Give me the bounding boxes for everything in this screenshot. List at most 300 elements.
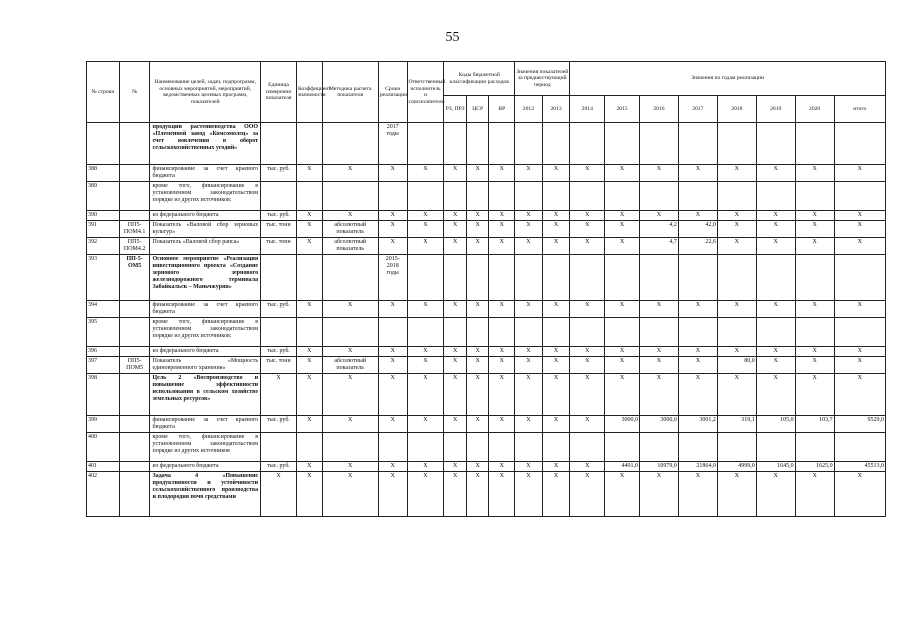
table-cell: X — [756, 301, 795, 318]
table-cell: тыс. руб. — [261, 462, 297, 472]
table-cell: 4401,0 — [605, 462, 640, 472]
table-cell: X — [444, 357, 467, 374]
table-cell: абсолютный показатель — [322, 221, 378, 238]
table-cell: 103,7 — [795, 416, 834, 433]
table-cell: X — [489, 357, 515, 374]
table-cell — [296, 255, 322, 301]
table-cell: абсолютный показатель — [322, 357, 378, 374]
table-cell — [489, 318, 515, 347]
header-responsible: Ответственный исполнитель и соисполнители — [407, 62, 444, 123]
table-cell: 2015-2018 годы — [378, 255, 407, 301]
table-cell — [444, 433, 467, 462]
table-cell: ПП5-ПОМ4.1 — [119, 221, 150, 238]
table-cell: X — [605, 211, 640, 221]
table-cell — [466, 255, 489, 301]
table-row — [87, 318, 886, 347]
table-cell: X — [678, 357, 717, 374]
table-cell — [834, 123, 885, 165]
table-cell — [407, 255, 444, 301]
table-cell — [756, 123, 795, 165]
table-cell: ПП5-ПОМ4.2 — [119, 238, 150, 255]
table-cell: X — [570, 462, 605, 472]
table-cell: X — [605, 357, 640, 374]
table-cell: тыс. руб. — [261, 347, 297, 357]
table-cell — [322, 182, 378, 211]
name-cell: из федерального бюджета — [150, 462, 261, 472]
table-cell: X — [570, 374, 605, 416]
table-cell: X — [378, 211, 407, 221]
table-cell: 10979,0 — [639, 462, 678, 472]
table-cell: X — [515, 211, 543, 221]
table-cell — [639, 318, 678, 347]
table-cell — [322, 123, 378, 165]
table-cell: X — [639, 301, 678, 318]
header-2015: 2015 — [605, 96, 640, 123]
table-cell: X — [515, 301, 543, 318]
indicators-table — [86, 61, 886, 517]
table-cell: X — [322, 374, 378, 416]
table-cell: X — [444, 374, 467, 416]
table-cell — [834, 318, 885, 347]
table-cell: X — [296, 416, 322, 433]
table-cell: X — [542, 301, 570, 318]
table-cell — [542, 255, 570, 301]
table-cell — [834, 433, 885, 462]
table-cell — [717, 255, 756, 301]
table-cell: X — [407, 238, 444, 255]
table-cell — [444, 123, 467, 165]
table-cell — [119, 433, 150, 462]
table-cell: X — [515, 221, 543, 238]
header-prev-values: Значения показателей за предшествующий период — [515, 62, 570, 96]
table-cell: X — [542, 357, 570, 374]
table-cell — [119, 374, 150, 416]
table-cell — [261, 182, 297, 211]
table-cell: X — [542, 416, 570, 433]
row-number-cell: 389 — [87, 182, 120, 211]
table-row — [87, 347, 886, 357]
table-cell: X — [717, 165, 756, 182]
header-2012: 2012 — [515, 96, 543, 123]
table-row — [87, 238, 886, 255]
row-number-cell: 401 — [87, 462, 120, 472]
table-cell — [119, 301, 150, 318]
table-cell: X — [489, 211, 515, 221]
table-cell: X — [639, 374, 678, 416]
table-cell — [407, 433, 444, 462]
table-row — [87, 211, 886, 221]
table-cell: X — [605, 374, 640, 416]
table-cell: X — [444, 165, 467, 182]
table-cell — [296, 318, 322, 347]
table-cell: X — [570, 357, 605, 374]
table-cell: X — [466, 347, 489, 357]
table-cell: X — [407, 357, 444, 374]
table-cell — [605, 182, 640, 211]
table-cell — [678, 182, 717, 211]
table-cell: X — [717, 301, 756, 318]
table-cell: X — [296, 238, 322, 255]
table-cell: X — [322, 211, 378, 221]
table-cell: X — [466, 462, 489, 472]
table-cell: X — [444, 416, 467, 433]
table-cell: X — [542, 211, 570, 221]
header-2018: 2018 — [717, 96, 756, 123]
table-cell: X — [407, 211, 444, 221]
table-cell — [119, 182, 150, 211]
table-cell — [466, 123, 489, 165]
table-cell: X — [678, 301, 717, 318]
table-cell: X — [542, 165, 570, 182]
row-number-cell: 397 — [87, 357, 120, 374]
table-cell: X — [717, 221, 756, 238]
table-cell — [639, 123, 678, 165]
table-cell — [261, 255, 297, 301]
table-cell: X — [296, 374, 322, 416]
table-cell: 3001,2 — [678, 416, 717, 433]
header-2016: 2016 — [639, 96, 678, 123]
row-number-cell: 388 — [87, 165, 120, 182]
table-cell: X — [795, 472, 834, 517]
name-cell: финансирование за счет краевого бюджета — [150, 416, 261, 433]
table-cell — [834, 255, 885, 301]
table-row — [87, 357, 886, 374]
table-cell: X — [296, 165, 322, 182]
table-cell: тыс. руб. — [261, 211, 297, 221]
table-cell: X — [570, 221, 605, 238]
table-cell — [834, 182, 885, 211]
table-cell: X — [678, 347, 717, 357]
table-cell: X — [322, 347, 378, 357]
table-cell: X — [378, 165, 407, 182]
table-cell: X — [678, 211, 717, 221]
table-cell: X — [407, 347, 444, 357]
table-cell: X — [296, 462, 322, 472]
row-number-cell: 400 — [87, 433, 120, 462]
table-cell: X — [444, 347, 467, 357]
table-cell: X — [639, 165, 678, 182]
table-cell — [378, 318, 407, 347]
table-cell: ПП5-ПОМ5 — [119, 357, 150, 374]
table-cell — [515, 433, 543, 462]
table-cell — [378, 433, 407, 462]
table-cell: X — [795, 357, 834, 374]
table-cell: X — [795, 238, 834, 255]
table-cell — [322, 318, 378, 347]
row-number-cell: 394 — [87, 301, 120, 318]
table-cell: X — [717, 347, 756, 357]
table-row — [87, 416, 886, 433]
table-cell: X — [296, 301, 322, 318]
name-cell: Показатель «Мощность единовременного хранения» — [150, 357, 261, 374]
row-number-cell: 390 — [87, 211, 120, 221]
table-cell: 45513,0 — [834, 462, 885, 472]
table-cell: X — [378, 221, 407, 238]
name-cell: финансирование за счет краевого бюджета — [150, 301, 261, 318]
table-cell: 42,0 — [678, 221, 717, 238]
table-cell — [570, 318, 605, 347]
table-cell: X — [378, 462, 407, 472]
table-cell — [119, 416, 150, 433]
row-number-cell: 395 — [87, 318, 120, 347]
table-cell: X — [407, 462, 444, 472]
table-cell: X — [570, 301, 605, 318]
table-cell — [678, 318, 717, 347]
table-cell: 105,0 — [756, 416, 795, 433]
table-cell: X — [605, 472, 640, 517]
header-2014: 2014 — [570, 96, 605, 123]
table-row — [87, 374, 886, 416]
header-vr: ВР — [489, 96, 515, 123]
table-cell — [296, 182, 322, 211]
table-cell: X — [515, 238, 543, 255]
table-cell — [795, 318, 834, 347]
table-cell: X — [570, 347, 605, 357]
table-cell: X — [756, 472, 795, 517]
table-cell: X — [515, 357, 543, 374]
table-cell: 4,2 — [639, 221, 678, 238]
table-cell: X — [407, 374, 444, 416]
table-cell — [444, 255, 467, 301]
table-cell: X — [570, 238, 605, 255]
table-cell — [605, 318, 640, 347]
table-cell: X — [444, 462, 467, 472]
table-cell: X — [605, 238, 640, 255]
row-number-cell: 392 — [87, 238, 120, 255]
table-cell — [678, 433, 717, 462]
table-cell — [489, 182, 515, 211]
table-cell — [570, 182, 605, 211]
table-cell: тыс. руб. — [261, 301, 297, 318]
table-cell: X — [542, 462, 570, 472]
table-cell — [296, 123, 322, 165]
table-cell: 4,7 — [639, 238, 678, 255]
table-cell — [261, 433, 297, 462]
table-cell: X — [756, 357, 795, 374]
header-rz: РЗ, ПРЗ — [444, 96, 467, 123]
table-cell: X — [466, 165, 489, 182]
table-cell — [756, 318, 795, 347]
header-unit: Единица измерения показателя — [261, 62, 297, 123]
table-cell: X — [444, 221, 467, 238]
name-cell: Основное мероприятие «Реализация инвестиционного проекта «Создание зернового зернового железнодорожного терминала Забайкальск – Маньчжурия» — [150, 255, 261, 301]
table-cell: 319,1 — [717, 416, 756, 433]
table-cell: X — [756, 374, 795, 416]
table-cell: X — [444, 211, 467, 221]
table-cell — [542, 123, 570, 165]
table-cell: X — [407, 165, 444, 182]
table-row — [87, 433, 886, 462]
table-cell — [296, 433, 322, 462]
header-csr: ЦСР — [466, 96, 489, 123]
table-cell: X — [466, 301, 489, 318]
table-cell: X — [717, 374, 756, 416]
table-cell: X — [834, 221, 885, 238]
table-cell: 2017 годы — [378, 123, 407, 165]
table-cell: X — [639, 211, 678, 221]
table-cell: X — [542, 347, 570, 357]
table-cell: тыс. руб. — [261, 165, 297, 182]
table-cell: X — [296, 347, 322, 357]
name-cell: кроме того, финансирование в установленном законодательством порядке из других источников: — [150, 182, 261, 211]
table-cell: X — [795, 347, 834, 357]
table-cell: 80,0 — [717, 357, 756, 374]
table-cell: X — [466, 238, 489, 255]
table-cell: X — [605, 165, 640, 182]
table-cell: X — [515, 462, 543, 472]
header-2019: 2019 — [756, 96, 795, 123]
table-cell — [795, 182, 834, 211]
table-cell — [489, 433, 515, 462]
table-cell: X — [678, 374, 717, 416]
header-row-num: № строки — [87, 62, 120, 123]
table-cell: X — [542, 472, 570, 517]
table-cell — [678, 123, 717, 165]
table-cell — [119, 165, 150, 182]
table-cell: X — [515, 374, 543, 416]
table-cell: X — [407, 301, 444, 318]
table-cell — [407, 182, 444, 211]
table-cell — [322, 255, 378, 301]
table-cell: X — [605, 301, 640, 318]
table-cell — [570, 255, 605, 301]
table-cell: 9529,0 — [834, 416, 885, 433]
table-cell: 22,6 — [678, 238, 717, 255]
table-cell: X — [261, 472, 297, 517]
table-cell: X — [605, 347, 640, 357]
table-row — [87, 462, 886, 472]
table-cell — [407, 318, 444, 347]
table-cell: 1625,0 — [795, 462, 834, 472]
table-cell — [515, 123, 543, 165]
table-cell: X — [795, 165, 834, 182]
table-cell: X — [322, 462, 378, 472]
table-cell: X — [717, 238, 756, 255]
table-cell — [119, 347, 150, 357]
table-cell: X — [489, 238, 515, 255]
table-cell: X — [378, 374, 407, 416]
table-cell: X — [489, 165, 515, 182]
table-cell: X — [756, 221, 795, 238]
table-cell — [795, 123, 834, 165]
row-number-cell: 393 — [87, 255, 120, 301]
table-cell — [378, 182, 407, 211]
table-cell — [542, 433, 570, 462]
table-cell: X — [489, 472, 515, 517]
table-cell: тыс. тонн — [261, 357, 297, 374]
table-cell: X — [378, 416, 407, 433]
header-num: № — [119, 62, 150, 123]
table-cell: X — [407, 416, 444, 433]
table-cell — [639, 182, 678, 211]
table-row — [87, 472, 886, 517]
header-name: Наименование целей, задач, подпрограмм, основных мероприятий, мероприятий, ведомственных целевых программ, показателей — [150, 62, 261, 123]
page-number: 55 — [445, 30, 460, 45]
table-cell: X — [756, 238, 795, 255]
header-2013: 2013 — [542, 96, 570, 123]
table-cell — [717, 433, 756, 462]
table-cell — [605, 123, 640, 165]
table-cell — [466, 318, 489, 347]
table-cell: X — [296, 472, 322, 517]
table-cell — [444, 318, 467, 347]
header-coef: Коэффициент значимости — [296, 62, 322, 123]
table-cell: X — [466, 472, 489, 517]
table-cell — [717, 182, 756, 211]
table-cell — [119, 211, 150, 221]
table-cell: X — [756, 211, 795, 221]
table-cell: X — [834, 165, 885, 182]
name-cell: Показатель «Валовой сбор рапса» — [150, 238, 261, 255]
table-cell: X — [795, 221, 834, 238]
table-cell: 4999,0 — [717, 462, 756, 472]
table-cell: X — [515, 165, 543, 182]
table-cell — [639, 255, 678, 301]
table-cell: X — [795, 301, 834, 318]
header-years-values: Значения по годам реализации — [570, 62, 886, 96]
table-cell — [407, 123, 444, 165]
table-cell: 3000,0 — [639, 416, 678, 433]
table-cell: X — [834, 347, 885, 357]
header-2017: 2017 — [678, 96, 717, 123]
table-cell: ПП-5-ОМ5 — [119, 255, 150, 301]
header-method: Методика расчета показателя — [322, 62, 378, 123]
table-cell: X — [542, 238, 570, 255]
table-cell: X — [378, 347, 407, 357]
table-cell — [515, 255, 543, 301]
table-cell: X — [639, 357, 678, 374]
table-cell: X — [466, 357, 489, 374]
table-cell — [119, 123, 150, 165]
table-cell: X — [378, 357, 407, 374]
table-cell — [542, 318, 570, 347]
table-cell: X — [795, 211, 834, 221]
table-cell: X — [489, 416, 515, 433]
table-cell: X — [296, 221, 322, 238]
table-cell — [756, 433, 795, 462]
table-cell — [570, 123, 605, 165]
table-cell: X — [466, 211, 489, 221]
table-cell: X — [515, 347, 543, 357]
table-cell — [756, 255, 795, 301]
table-cell — [322, 433, 378, 462]
table-cell — [756, 182, 795, 211]
table-cell — [119, 318, 150, 347]
table-cell: X — [678, 165, 717, 182]
name-cell: Показатель «Валовой сбор зерновых культур» — [150, 221, 261, 238]
table-cell: X — [489, 301, 515, 318]
table-cell: X — [834, 374, 885, 416]
table-cell: X — [570, 165, 605, 182]
table-cell: X — [756, 347, 795, 357]
table-cell: X — [322, 472, 378, 517]
table-cell: X — [570, 472, 605, 517]
row-number-cell: 396 — [87, 347, 120, 357]
table-cell: X — [489, 221, 515, 238]
table-cell: X — [542, 221, 570, 238]
name-cell: Задача 4 «Повышение продуктивности и устойчивости сельскохозяйственного производства и плодородия почв средствами — [150, 472, 261, 517]
table-row — [87, 255, 886, 301]
table-cell: X — [444, 301, 467, 318]
table-cell — [261, 123, 297, 165]
table-cell: X — [639, 347, 678, 357]
table-cell — [542, 182, 570, 211]
table-cell: X — [570, 211, 605, 221]
header-budget-codes: Коды бюджетной классификации расходов — [444, 62, 515, 96]
table-cell — [119, 472, 150, 517]
table-cell: X — [605, 221, 640, 238]
table-body — [87, 123, 886, 517]
